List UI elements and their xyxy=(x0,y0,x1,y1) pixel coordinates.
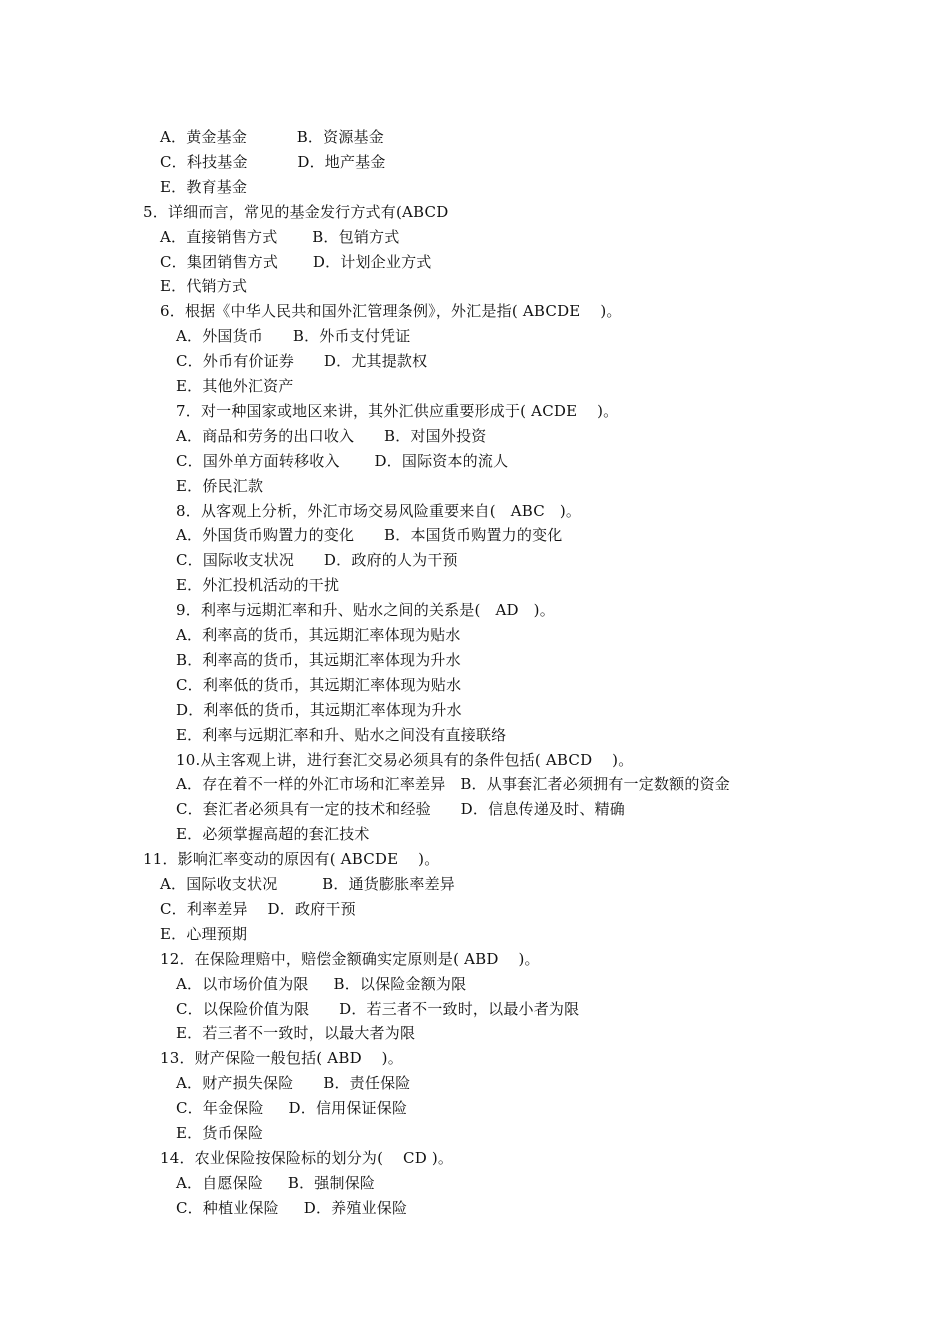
text-line: 7．对一种国家或地区来讲，其外汇供应重要形成于( ACDE )。 xyxy=(176,402,619,420)
text-line: E．货币保险 xyxy=(176,1124,264,1142)
text-line: A．黄金基金 B．资源基金 xyxy=(160,128,384,146)
text-line: 11．影响汇率变动的原因有( ABCDE )。 xyxy=(143,850,440,868)
text-line: E．教育基金 xyxy=(160,178,248,196)
text-line: C．国际收支状况 D．政府的人为干预 xyxy=(176,551,458,569)
text-line: E．必须掌握高超的套汇技术 xyxy=(176,825,370,843)
text-line: A．存在着不一样的外汇市场和汇率差异 B．从事套汇者必须拥有一定数额的资金 xyxy=(176,775,730,793)
text-line: E．其他外汇资产 xyxy=(176,377,294,395)
text-line: D．利率低的货币，其远期汇率体现为升水 xyxy=(176,701,462,719)
text-line: C．利率差异 D．政府干预 xyxy=(160,900,356,918)
text-line: 6．根据《中华人民共和国外汇管理条例》，外汇是指( ABCDE )。 xyxy=(160,302,622,320)
text-line: B．利率高的货币，其远期汇率体现为升水 xyxy=(176,651,461,669)
text-line: C．国外单方面转移收入 D．国际资本的流人 xyxy=(176,452,509,470)
text-line: A．外国货币购置力的变化 B．本国货币购置力的变化 xyxy=(176,526,563,544)
text-line: A．直接销售方式 B．包销方式 xyxy=(160,228,400,246)
text-line: C．以保险价值为限 D．若三者不一致时，以最小者为限 xyxy=(176,1000,580,1018)
text-line: A．财产损失保险 B．责任保险 xyxy=(176,1074,411,1092)
text-line: A．外国货币 B．外币支付凭证 xyxy=(176,327,411,345)
text-line: C．外币有价证券 D．尤其提款权 xyxy=(176,352,428,370)
text-line: E．外汇投机活动的干扰 xyxy=(176,576,340,594)
text-line: C．集团销售方式 D．计划企业方式 xyxy=(160,253,432,271)
text-line: A．国际收支状况 B．通货膨胀率差异 xyxy=(160,875,455,893)
text-line: C．种植业保险 D．养殖业保险 xyxy=(176,1199,408,1217)
text-line: 9．利率与远期汇率和升、贴水之间的关系是( AD )。 xyxy=(176,601,555,619)
text-line: E．心理预期 xyxy=(160,925,248,943)
text-line: 12．在保险理赔中，赔偿金额确实定原则是( ABD )。 xyxy=(160,950,540,968)
text-line: E．侨民汇款 xyxy=(176,477,264,495)
text-line: E．代销方式 xyxy=(160,277,248,295)
text-line: C．利率低的货币，其远期汇率体现为贴水 xyxy=(176,676,462,694)
text-line: C．科技基金 D．地产基金 xyxy=(160,153,386,171)
text-line: A．商品和劳务的出口收入 B．对国外投资 xyxy=(176,427,487,445)
text-line: A．以市场价值为限 B．以保险金额为限 xyxy=(176,975,467,993)
text-line: C．年金保险 D．信用保证保险 xyxy=(176,1099,408,1117)
text-line: E．利率与远期汇率和升、贴水之间没有直接联络 xyxy=(176,726,507,744)
text-line: A．利率高的货币，其远期汇率体现为贴水 xyxy=(176,626,461,644)
text-line: 10.从主客观上讲，进行套汇交易必须具有的条件包括( ABCD )。 xyxy=(176,751,634,769)
text-line: 13．财产保险一般包括( ABD )。 xyxy=(160,1049,403,1067)
text-line: 8．从客观上分析，外汇市场交易风险重要来自( ABC )。 xyxy=(176,502,582,520)
text-line: 14．农业保险按保险标的划分为( CD )。 xyxy=(160,1149,454,1167)
text-line: E．若三者不一致时，以最大者为限 xyxy=(176,1024,416,1042)
text-line: 5．详细而言，常见的基金发行方式有(ABCD xyxy=(143,203,449,221)
text-line: C．套汇者必须具有一定的技术和经验 D．信息传递及时、精确 xyxy=(176,800,625,818)
text-line: A．自愿保险 B．强制保险 xyxy=(176,1174,376,1192)
